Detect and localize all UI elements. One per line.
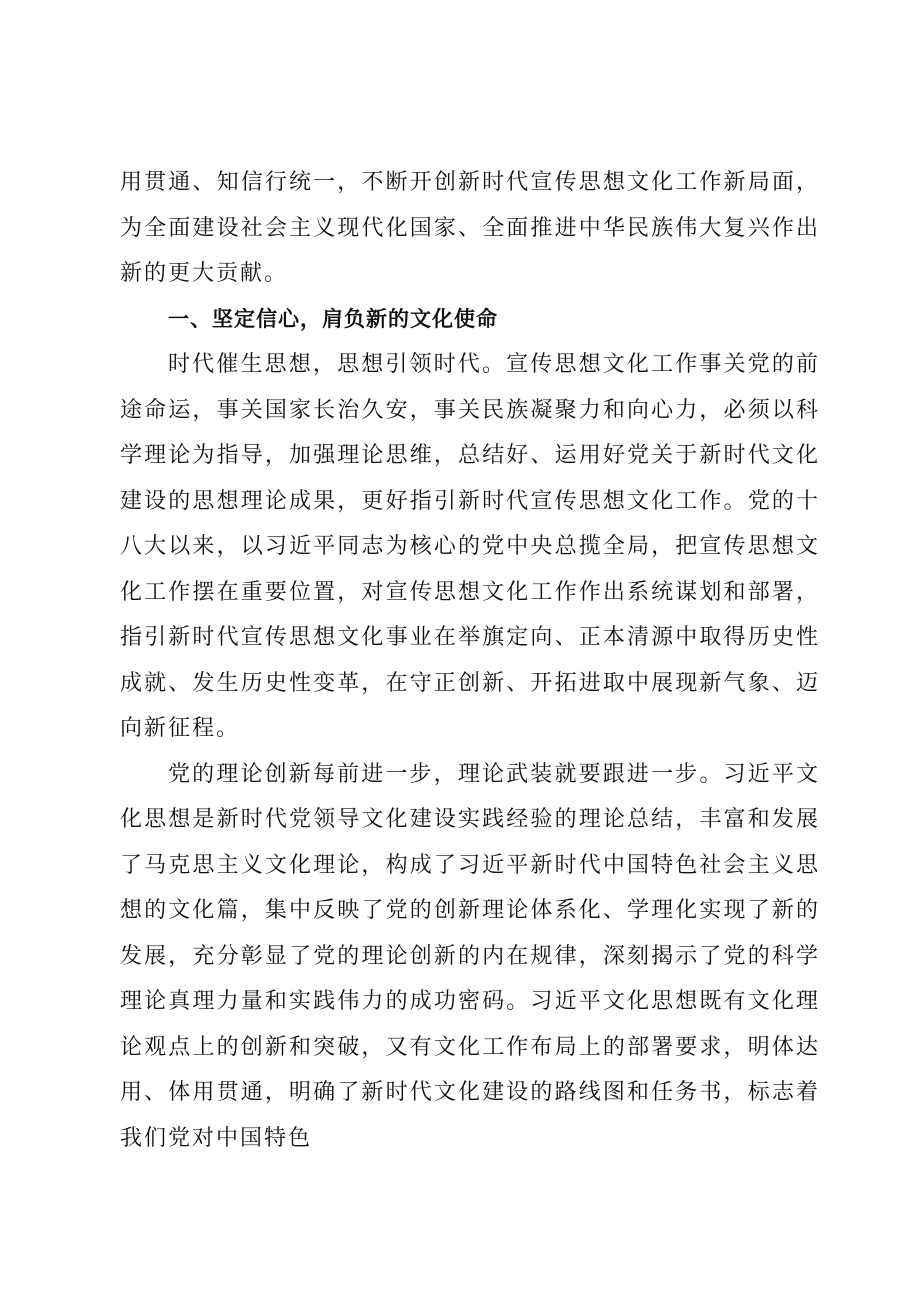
body-paragraph: 党的理论创新每前进一步，理论武装就要跟进一步。习近平文化思想是新时代党领导文化建设实践经验的理论总结，丰富和发展了马克思主义文化理论，构成了习近平新时代中国特色社会主义思想的文化篇，集中反映了党的创新理论体系化、学理化实现了新的发展，充分彰显了党的理论创新的内在规律，深刻揭示了党的科学理论真理力量和实践伟力的成功密码。习近平文化思想既有文化理论观点上的创新和突破，又有文化工作布局上的部署要求，明体达用、体用贯通，明确了新时代文化建设的路线图和任务书，标志着我们党对中国特色 [120,761,820,1151]
body-paragraph: 时代催生思想，思想引领时代。宣传思想文化工作事关党的前途命运，事关国家长治久安，事关民族凝聚力和向心力，必须以科学理论为指导，加强理论思维，总结好、运用好党关于新时代文化建设的思想理论成果，更好指引新时代宣传思想文化工作。党的十八大以来，以习近平同志为核心的党中央总揽全局，把宣传思想文化工作摆在重要位置，对宣传思想文化工作作出系统谋划和部署，指引新时代宣传思想文化事业在举旗定向、正本清源中取得历史性成就、发生历史性变革，在守正创新、开拓进取中展现新气象、迈向新征程。 [120,352,820,741]
continuation-paragraph: 用贯通、知信行统一，不断开创新时代宣传思想文化工作新局面，为全面建设社会主义现代化国家、全面推进中华民族伟大复兴作出新的更大贡献。 [120,170,820,286]
document-body [120,160,820,1161]
section-heading: 一、坚定信心，肩负新的文化使命 [168,306,498,331]
